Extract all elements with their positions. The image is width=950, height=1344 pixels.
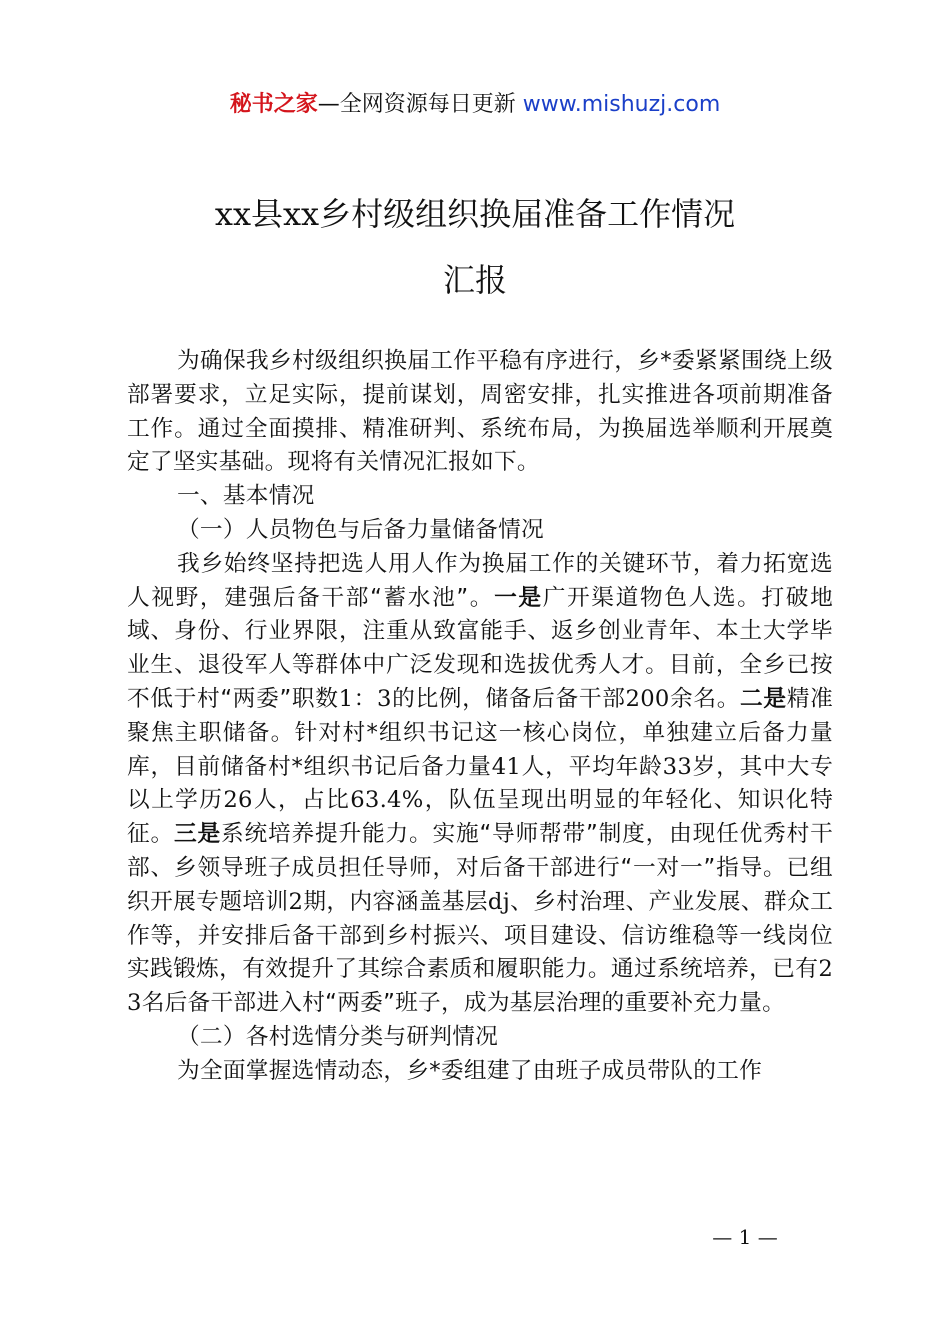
- subsection-heading-analysis: （二）各村选情分类与研判情况: [177, 1023, 499, 1050]
- brand-name: 秘书之家: [229, 92, 318, 117]
- title-town-placeholder: xx: [283, 195, 320, 233]
- point-two-label: 二是: [740, 685, 787, 712]
- site-url-link[interactable]: www.mishuzj.com: [522, 92, 721, 117]
- intro-paragraph: 为确保我乡村级组织换届工作平稳有序进行，乡*委紧紧围绕上级部署要求，立足实际，提前谋划，周密安排，扎实推进各项前期准备工作。通过全面摸排、精准研判、系统布局，为换届选举顺利开展奠定了坚实基础。现将有关情况汇报如下。: [127, 348, 833, 476]
- reserve-paragraph: 我乡始终坚持把选人用人作为换届工作的关键环节，着力拓宽选人视野，建强后备干部“蓄水池”。一是广开渠道物色人选。打破地域、身份、行业界限，注重从致富能手、返乡创业青年、本土大学毕业生、退役军人等群体中广泛发现和选拔优秀人才。目前，全乡已按不低于村“两委”职数1：3的比例，储备后备干部200余名。二是精准聚焦主职储备。针对村*组织书记这一核心岗位，单独建立后备力量库，目前储备村*组织书记后备力量41人，平均年龄33岁，其中大专以上学历26人，占比63.4%，队伍呈现出明显的年轻化、知识化特征。三是系统培养提升能力。实施“导师帮带”制度，由现任优秀村干部、乡领导班子成员担任导师，对后备干部进行“一对一”指导。已组织开展专题培训2期，内容涵盖基层dj、乡村治理、产业发展、群众工作等，并安排后备干部到乡村振兴、项目建设、信访维稳等一线岗位实践锻炼，有效提升了其综合素质和履职能力。通过系统培养，已有23名后备干部进入村“两委”班子，成为基层治理的重要补充力量。: [127, 550, 834, 1017]
- section-heading-basic: 一、基本情况: [177, 483, 315, 510]
- point-one-label: 一是: [494, 584, 543, 611]
- banner-tagline: —全网资源每日更新: [317, 92, 523, 117]
- document-title-line2: 汇报: [442, 261, 507, 299]
- site-banner: [0, 90, 950, 120]
- document-body: [127, 345, 833, 1089]
- title-county-label: 县: [250, 195, 283, 233]
- title-main-text: 乡村级组织换届准备工作情况: [319, 195, 736, 233]
- subsection-heading-reserve: （一）人员物色与后备力量储备情况: [177, 516, 544, 543]
- title-county-placeholder: xx: [214, 195, 251, 233]
- page-number: — 1 —: [712, 1225, 778, 1249]
- point-three-label: 三是: [174, 821, 221, 848]
- document-title-line1: [0, 194, 950, 234]
- analysis-paragraph: 为全面掌握选情动态，乡*委组建了由班子成员带队的工作: [177, 1057, 763, 1084]
